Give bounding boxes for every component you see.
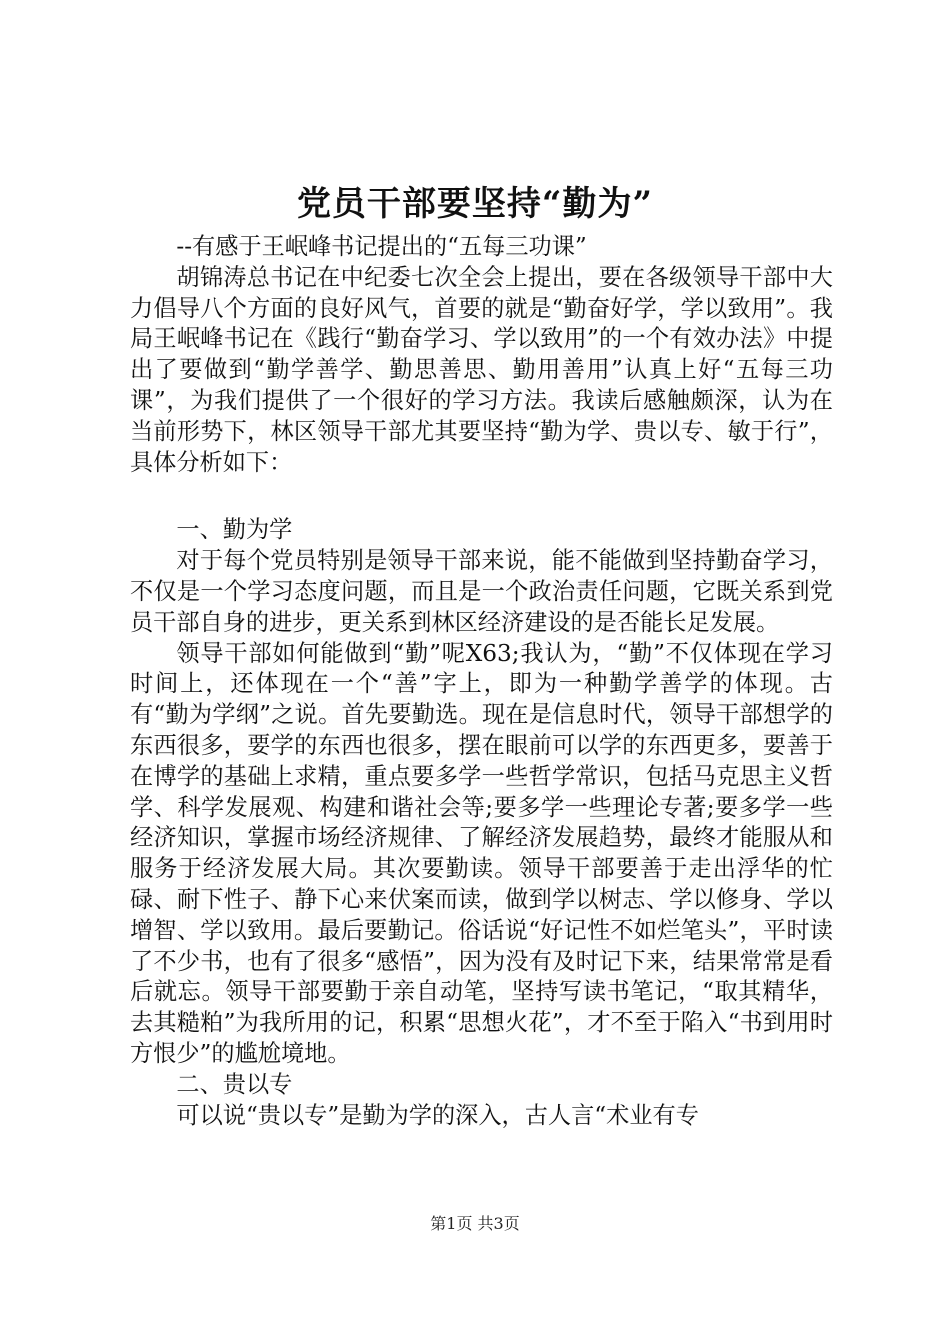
- document-body: [130, 232, 833, 1131]
- paragraph-spacer: [130, 478, 833, 515]
- section-heading-1: 一、勤为学: [176, 516, 293, 544]
- paragraph-2: 领导干部如何能做到“勤”呢X63;我认为，“勤”不仅体现在学习时间上，还体现在一个“善”字上，即为一种勤学善学的体现。古有“勤为学纲”之说。首先要勤选。现在是信息时代，领导干部想学的东西很多，要学的东西也很多，摆在眼前可以学的东西更多，要善于在博学的基础上求精，重点要多学一些哲学常识，包括马克思主义哲学、科学发展观、构建和谐社会等;要多学一些理论专著;要多学一些经济知识，掌握市场经济规律、了解经济发展趋势，最终才能服从和服务于经济发展大局。其次要勤读。领导干部要善于走出浮华的忙碌、耐下性子、静下心来伏案而读，做到学以树志、学以修身、学以增智、学以致用。最后要勤记。俗话说“好记性不如烂笔头”，平时读了不少书，也有了很多“感悟”，因为没有及时记下来，结果常常是看后就忘。领导干部要勤于亲自动笔，坚持写读书笔记，“取其精华，去其糙粕”为我所用的记，积累“思想火花”，才不至于陷入“书到用时方恨少”的尴尬境地。: [130, 639, 833, 1067]
- document-subtitle: --有感于王岷峰书记提出的“五每三功课”: [176, 233, 587, 260]
- document-title: 党员干部要坚持“勤为”: [296, 184, 654, 224]
- paragraph-1: 对于每个党员特别是领导干部来说，能不能做到坚持勤奋学习，不仅是一个学习态度问题，而且是一个政治责任问题，它既关系到党员干部自身的进步，更关系到林区经济建设的是否能长足发展。: [130, 547, 833, 636]
- intro-paragraph: 胡锦涛总书记在中纪委七次全会上提出，要在各级领导干部中大力倡导八个方面的良好风气，首要的就是“勤奋好学，学以致用”。我局王岷峰书记在《践行“勤奋学习、学以致用”的一个有效办法》中提出了要做到“勤学善学、勤思善思、勤用善用”认真上好“五每三功课”，为我们提供了一个很好的学习方法。我读后感触颇深，认为在当前形势下，林区领导干部尤其要坚持“勤为学、贵以专、敏于行”，具体分析如下：: [130, 263, 833, 476]
- section-heading-2: 二、贵以专: [176, 1070, 293, 1098]
- paragraph-3: 可以说“贵以专”是勤为学的深入，古人言“术业有专: [176, 1101, 699, 1129]
- page-footer: 第1页 共3页: [430, 1214, 520, 1233]
